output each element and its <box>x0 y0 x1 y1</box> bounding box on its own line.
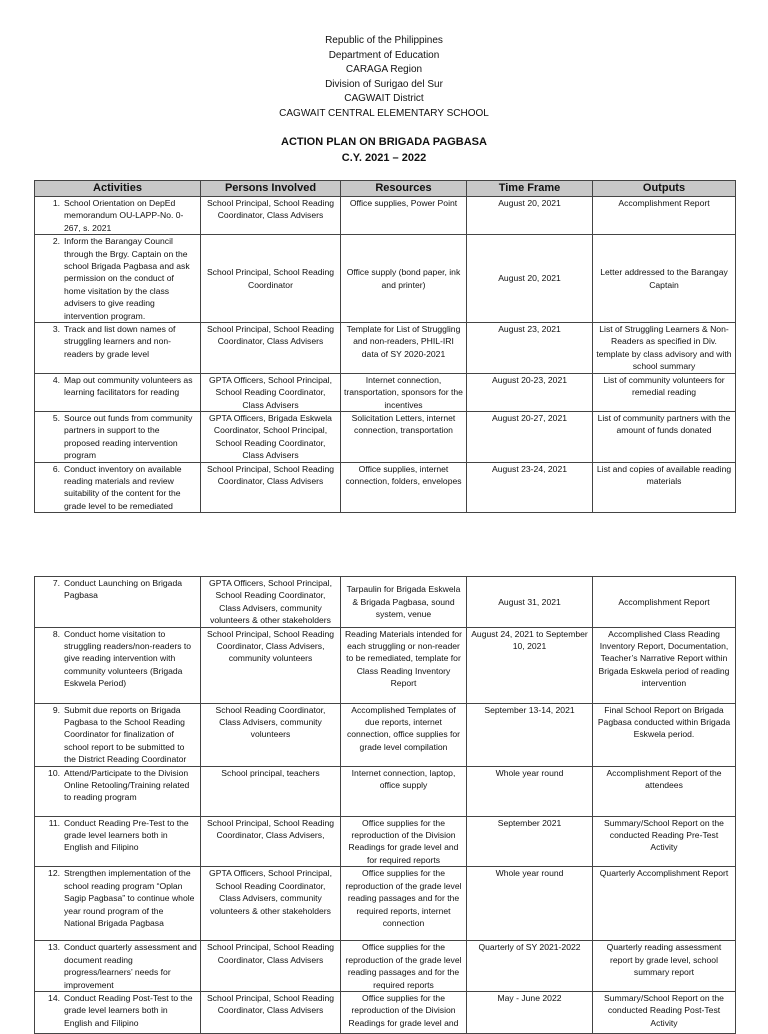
cell-persons: GPTA Officers, School Principal, School Reading Coordinator, Class Advisers, community volunteers & other stakeholders <box>201 867 341 941</box>
cell-outputs: Accomplished Class Reading Inventory Report, Documentation, Teacher’s Narrative Report within Brigada Eskwela period of reading intervention <box>593 627 736 703</box>
cell-time-frame: August 20, 2021 <box>467 197 593 235</box>
cell-time-frame: September 2021 <box>467 816 593 867</box>
cell-time-frame: August 20-23, 2021 <box>467 373 593 411</box>
activity-number: 8. <box>52 628 60 639</box>
cell-activity <box>35 627 201 703</box>
activity-text: Conduct inventory on available reading materials and review suitability of the content for the grade level to be remediated <box>64 463 182 511</box>
title-year: C.Y. 2021 – 2022 <box>341 152 427 164</box>
cell-activity <box>35 197 201 235</box>
cell-persons: School principal, teachers <box>201 766 341 816</box>
cell-time-frame: August 23, 2021 <box>467 323 593 374</box>
cell-outputs: List of Struggling Learners & Non- Readers as specified in Div. template by class advisory and with school summary <box>593 323 736 374</box>
activity-text: Attend/Participate to the Division Online Retooling/Training related to reading program <box>64 767 190 803</box>
cell-outputs: List and copies of available reading materials <box>593 462 736 513</box>
action-plan-table <box>34 180 736 513</box>
table-row <box>35 703 736 766</box>
cell-outputs: Accomplishment Report <box>593 577 736 628</box>
col-header-resources: Resources <box>341 181 467 197</box>
cell-activity <box>35 577 201 628</box>
cell-time-frame: May - June 2022 <box>467 991 593 1033</box>
cell-persons: GPTA Officers, School Principal, School Reading Coordinator, Class Advisers <box>201 373 341 411</box>
cell-outputs: Quarterly Accomplishment Report <box>593 867 736 941</box>
cell-resources: Solicitation Letters, internet connection, transportation <box>341 411 467 462</box>
cell-outputs: Summary/School Report on the conducted Reading Post-Test Activity <box>593 991 736 1033</box>
activity-text: Conduct home visitation to struggling readers/non-readers to give reading intervention with community volunteers (Brigada Eskwela Period) <box>64 628 192 689</box>
activity-number: 5. <box>52 412 60 423</box>
header-line: Department of Education <box>328 49 440 61</box>
activity-number: 9. <box>52 704 60 715</box>
cell-persons: School Principal, School Reading Coordinator, Class Advisers <box>201 323 341 374</box>
table-row <box>35 577 736 628</box>
cell-resources: Office supplies for the reproduction of the grade level reading passages and for the required reports <box>341 941 467 992</box>
activity-number: 2. <box>52 236 60 247</box>
cell-persons: School Principal, School Reading Coordinator <box>201 235 341 323</box>
activity-text: Source out funds from community partners in support to the proposed reading intervention program <box>64 412 193 461</box>
activity-text: Conduct Reading Pre-Test to the grade level learners both in English and Filipino <box>64 817 189 853</box>
cell-activity <box>35 462 201 513</box>
table-row <box>35 941 736 992</box>
cell-resources: Office supplies, Power Point <box>341 197 467 235</box>
cell-resources: Accomplished Templates of due reports, internet connection, office supplies for grade level compilation <box>341 703 467 766</box>
cell-persons: School Principal, School Reading Coordinator, Class Advisers <box>201 197 341 235</box>
cell-resources: Reading Materials intended for each struggling or non-reader to be remediated, template for Class Reading Inventory Report <box>341 627 467 703</box>
cell-activity <box>35 816 201 867</box>
cell-time-frame: Whole year round <box>467 766 593 816</box>
activity-number: 13. <box>48 942 60 953</box>
table-row <box>35 373 736 411</box>
activity-text: Map out community volunteers as learning facilitators for reading <box>64 374 193 398</box>
activity-text: Conduct quarterly assessment and document reading progress/learners’ needs for improvement <box>64 942 197 990</box>
table-row <box>35 411 736 462</box>
cell-resources: Office supplies, internet connection, folders, envelopes <box>341 462 467 513</box>
table-row <box>35 462 736 513</box>
cell-outputs: Accomplishment Report <box>593 197 736 235</box>
cell-time-frame: Whole year round <box>467 867 593 941</box>
table-row <box>35 867 736 941</box>
cell-activity <box>35 991 201 1033</box>
activity-number: 4. <box>52 374 60 385</box>
col-header-time-frame: Time Frame <box>467 181 593 197</box>
cell-activity <box>35 766 201 816</box>
cell-time-frame: Quarterly of SY 2021-2022 <box>467 941 593 992</box>
cell-persons: School Principal, School Reading Coordinator, Class Advisers <box>201 941 341 992</box>
activity-text: Submit due reports on Brigada Pagbasa to the School Reading Coordinator for finalization of school report to be submitted to the District Reading Coordinator <box>64 704 187 765</box>
cell-resources: Office supplies for the reproduction of the Division Readings for grade level and for required reports <box>341 816 467 867</box>
activity-number: 10. <box>48 767 60 778</box>
cell-resources: Office supplies for the reproduction of the Division Readings for grade level and <box>341 991 467 1033</box>
title-line: ACTION PLAN ON BRIGADA PAGBASA <box>281 136 487 148</box>
cell-outputs: Final School Report on Brigada Pagbasa conducted within Brigada Eskwela period. <box>593 703 736 766</box>
activity-text: Strengthen implementation of the school reading program “Oplan Sagip Pagbasa” to continue whole year round program of the National Brigada Pagbasa <box>64 868 195 928</box>
activity-number: 12. <box>48 868 60 879</box>
cell-outputs: Accomplishment Report of the attendees <box>593 766 736 816</box>
cell-resources: Internet connection, laptop, office supply <box>341 766 467 816</box>
cell-time-frame: September 13-14, 2021 <box>467 703 593 766</box>
cell-resources: Template for List of Struggling and non-readers, PHIL-IRI data of SY 2020-2021 <box>341 323 467 374</box>
header-line: CARAGA Region <box>345 64 423 75</box>
cell-time-frame: August 20-27, 2021 <box>467 411 593 462</box>
cell-time-frame: August 20, 2021 <box>467 235 593 323</box>
header-line: CAGWAIT CENTRAL ELEMENTARY SCHOOL <box>279 107 489 119</box>
activity-text: Conduct Reading Post-Test to the grade level learners both in English and Filipino <box>64 992 193 1028</box>
cell-resources: Office supplies for the reproduction of the grade level reading passages and for the required reports, internet connection <box>341 867 467 941</box>
cell-persons: GPTA Officers, School Principal, School Reading Coordinator, Class Advisers, community volunteers & other stakeholders <box>201 577 341 628</box>
table-row <box>35 816 736 867</box>
cell-persons: School Principal, School Reading Coordinator, Class Advisers, community volunteers <box>201 627 341 703</box>
header-line: CAGWAIT District <box>344 93 424 104</box>
cell-resources: Internet connection, transportation, sponsors for the incentives <box>341 373 467 411</box>
cell-persons: School Principal, School Reading Coordinator, Class Advisers, <box>201 816 341 867</box>
activity-number: 14. <box>48 992 60 1003</box>
cell-time-frame: August 24, 2021 to September 10, 2021 <box>467 627 593 703</box>
cell-activity <box>35 373 201 411</box>
col-header-outputs: Outputs <box>593 181 736 197</box>
document-header <box>0 34 768 121</box>
cell-outputs: List of community volunteers for remedial reading <box>593 373 736 411</box>
cell-persons: School Principal, School Reading Coordinator, Class Advisers <box>201 991 341 1033</box>
cell-persons: School Principal, School Reading Coordinator, Class Advisers <box>201 462 341 513</box>
cell-activity <box>35 235 201 323</box>
cell-outputs: Summary/School Report on the conducted Reading Pre-Test Activity <box>593 816 736 867</box>
table-row <box>35 235 736 323</box>
activity-text: Inform the Barangay Council through the Brgy. Captain on the school Brigada Pagbasa and ask permission on the conduct of home visitation by the class advisers to give reading intervention program. <box>64 236 190 321</box>
table-row <box>35 627 736 703</box>
cell-activity <box>35 867 201 941</box>
action-plan-table-continued <box>34 576 736 1034</box>
document-title <box>0 134 768 166</box>
activity-text: Track and list down names of struggling learners and non-readers by grade level <box>64 324 176 359</box>
cell-activity <box>35 323 201 374</box>
activity-number: 6. <box>52 463 60 474</box>
cell-outputs: Letter addressed to the Barangay Captain <box>593 235 736 323</box>
activity-text: School Orientation on DepEd memorandum OU-LAPP-No. 0-267, s. 2021 <box>64 198 184 233</box>
table-row <box>35 991 736 1033</box>
cell-outputs: Quarterly reading assessment report by grade level, school summary report <box>593 941 736 992</box>
cell-activity <box>35 411 201 462</box>
cell-outputs: List of community partners with the amount of funds donated <box>593 411 736 462</box>
activity-number: 7. <box>52 578 60 588</box>
cell-persons: School Reading Coordinator, Class Advisers, community volunteers <box>201 703 341 766</box>
table-row <box>35 323 736 374</box>
activity-text: Conduct Launching on Brigada Pagbasa <box>64 578 183 601</box>
activity-number: 11. <box>48 817 60 828</box>
table-row <box>35 197 736 235</box>
activity-number: 3. <box>52 324 60 335</box>
table-row <box>35 766 736 816</box>
cell-time-frame: August 31, 2021 <box>467 577 593 628</box>
activity-number: 1. <box>52 198 60 208</box>
table-header-row <box>35 181 736 197</box>
col-header-persons: Persons Involved <box>201 181 341 197</box>
cell-activity <box>35 941 201 992</box>
cell-resources: Office supply (bond paper, ink and printer) <box>341 235 467 323</box>
col-header-activities: Activities <box>35 181 201 197</box>
header-line: Division of Surigao del Sur <box>325 78 443 90</box>
cell-resources: Tarpaulin for Brigada Eskwela & Brigada Pagbasa, sound system, venue <box>341 577 467 628</box>
cell-activity <box>35 703 201 766</box>
cell-time-frame: August 23-24, 2021 <box>467 462 593 513</box>
header-line: Republic of the Philippines <box>325 35 443 46</box>
cell-persons: GPTA Officers, Brigada Eskwela Coordinator, School Principal, School Reading Coordinator, Class Advisers <box>201 411 341 462</box>
